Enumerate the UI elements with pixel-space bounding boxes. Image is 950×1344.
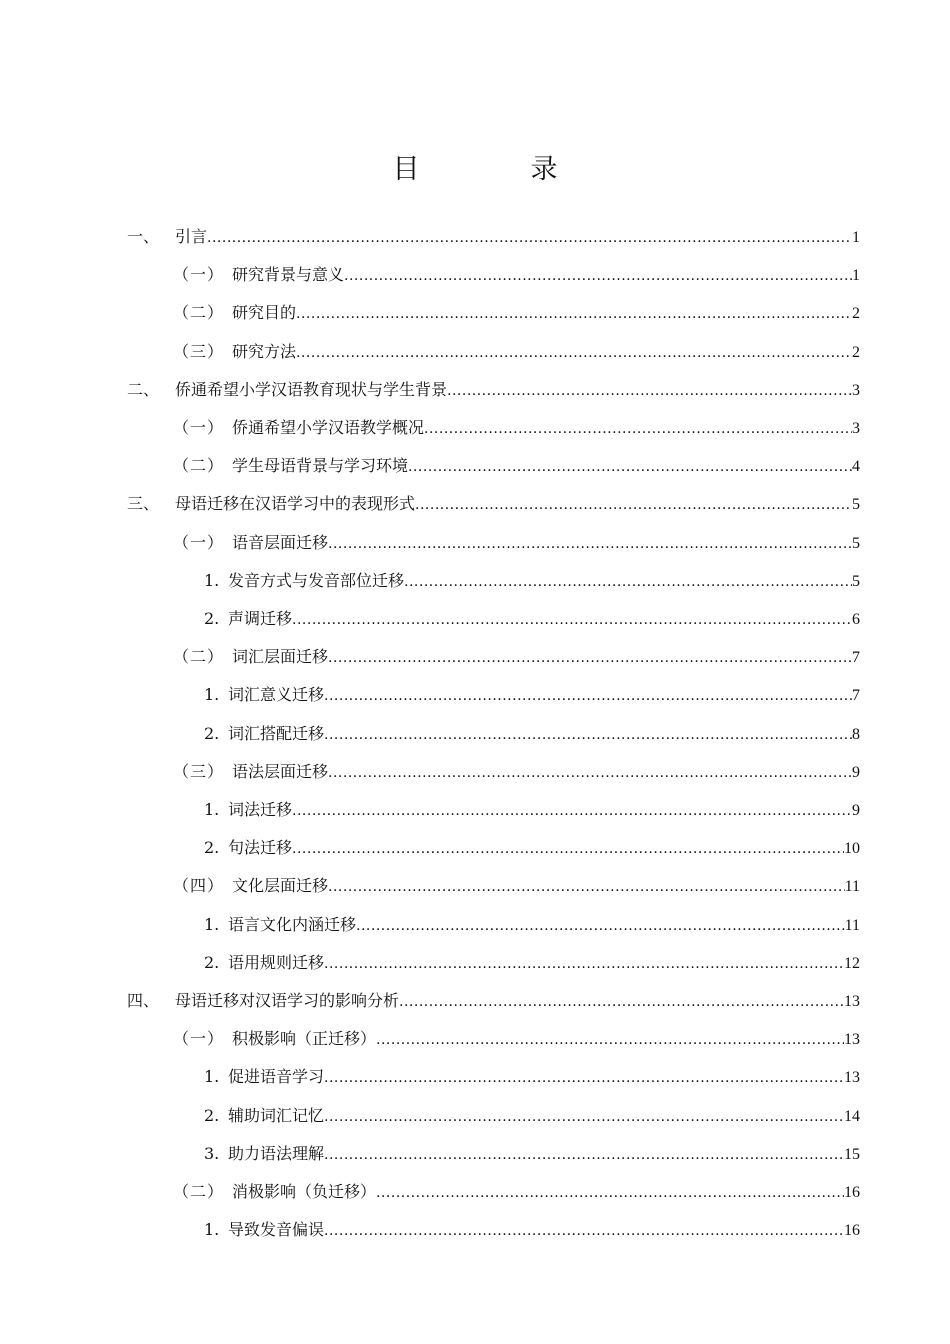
toc-entry-page: 1	[852, 267, 860, 285]
toc-dot-leader	[328, 645, 852, 671]
toc-entry-title: 文化层面迁移	[232, 876, 329, 896]
toc-entry[interactable]	[0, 300, 950, 326]
toc-entry-number: 1.	[204, 1067, 220, 1087]
toc-dot-leader	[292, 798, 852, 824]
toc-entry-page: 3	[852, 420, 860, 437]
toc-entry[interactable]	[0, 950, 950, 976]
toc-dot-leader	[447, 378, 852, 404]
toc-dot-leader	[296, 301, 852, 327]
toc-entry-title: 发音方式与发音部位迁移	[228, 570, 405, 590]
toc-entry-title: 助力语法理解	[228, 1143, 325, 1163]
toc-entry-title: 词汇层面迁移	[232, 647, 329, 667]
toc-entry-title: 语言文化内涵迁移	[228, 914, 357, 934]
toc-entry[interactable]	[0, 1141, 950, 1167]
toc-entry-number: 1.	[204, 1220, 220, 1240]
toc-dot-leader	[324, 722, 852, 748]
toc-entry-page: 11	[844, 878, 860, 896]
toc-dot-leader	[324, 1065, 844, 1091]
toc-entry[interactable]	[0, 1026, 950, 1052]
toc-entry[interactable]	[0, 721, 950, 747]
toc-entry-page: 2	[852, 305, 860, 323]
toc-entry-number: （一）	[173, 532, 225, 552]
toc-entry-page: 15	[844, 1145, 860, 1163]
toc-entry-number: 2.	[204, 952, 220, 972]
toc-entry-page: 16	[844, 1222, 860, 1240]
toc-entry-page: 8	[852, 725, 860, 743]
toc-entry[interactable]	[0, 644, 950, 670]
toc-entry[interactable]	[0, 1179, 950, 1205]
toc-entry[interactable]	[0, 759, 950, 785]
toc-entry-title: 语用规则迁移	[228, 952, 325, 972]
toc-entry-page: 9	[852, 802, 860, 819]
toc-entry-number: （二）	[173, 647, 225, 667]
toc-entry-number: 1.	[204, 914, 220, 934]
toc-entry[interactable]	[0, 682, 950, 708]
toc-entry-page: 5	[852, 534, 860, 552]
toc-dot-leader	[324, 683, 852, 709]
toc-entry-title: 研究目的	[232, 303, 297, 323]
toc-entry-title: 词汇搭配迁移	[228, 723, 325, 743]
toc-entry[interactable]	[0, 988, 950, 1014]
toc-entry-page: 16	[844, 1184, 860, 1201]
toc-entry[interactable]	[0, 797, 950, 823]
toc-entry[interactable]	[0, 1103, 950, 1129]
toc-entry[interactable]	[0, 606, 950, 632]
toc-entry-title: 词汇意义迁移	[228, 685, 325, 705]
toc-entry[interactable]	[0, 415, 950, 441]
toc-entry-page: 3	[852, 381, 860, 399]
toc-entry-number: 二、	[127, 379, 160, 399]
toc-dot-leader	[344, 263, 852, 289]
toc-entry-title: 促进语音学习	[228, 1067, 325, 1087]
toc-entry-page: 7	[852, 649, 860, 667]
toc-dot-leader	[324, 1142, 844, 1168]
toc-entry-title: 母语迁移对汉语学习的影响分析	[175, 991, 400, 1010]
toc-entry-number: 1.	[204, 685, 220, 705]
toc-entry-title: 辅助词汇记忆	[228, 1105, 325, 1125]
toc-entry-number: （三）	[173, 761, 225, 781]
toc-dot-leader	[324, 1218, 844, 1244]
toc-entry-title: 研究方法	[232, 341, 297, 361]
toc-entry-number: 四、	[127, 991, 160, 1010]
toc-dot-leader	[404, 569, 852, 595]
toc-dot-leader	[324, 951, 844, 977]
toc-entry[interactable]	[0, 912, 950, 938]
toc-dot-leader	[376, 1180, 844, 1206]
toc-entry-number: （二）	[173, 303, 225, 323]
toc-entry-title: 学生母语背景与学习环境	[232, 456, 409, 476]
toc-entry-number: （二）	[173, 456, 225, 476]
toc-entry-page: 14	[844, 1107, 860, 1125]
toc-title: 目 录	[392, 154, 600, 185]
toc-entry-number: 三、	[127, 494, 160, 514]
toc-entry-page: 6	[852, 611, 860, 628]
toc-entry-number: （一）	[173, 418, 225, 437]
toc-dot-leader	[415, 492, 852, 518]
toc-dot-leader	[424, 416, 852, 442]
toc-entry-number: 1.	[204, 800, 220, 819]
toc-entry-page: 5	[852, 572, 860, 590]
toc-entry[interactable]	[0, 1217, 950, 1243]
toc-entry-title: 词法迁移	[228, 800, 293, 819]
toc-entry-title: 引言	[175, 227, 208, 246]
toc-entry-number: （四）	[173, 876, 225, 896]
toc-entry[interactable]	[0, 530, 950, 556]
toc-entry-page: 5	[852, 496, 860, 514]
toc-dot-leader	[356, 913, 845, 939]
toc-dot-leader	[328, 531, 852, 557]
toc-entry[interactable]	[0, 224, 950, 250]
toc-entry-title: 导致发音偏误	[228, 1220, 325, 1240]
toc-dot-leader	[324, 1104, 844, 1130]
toc-dot-leader	[328, 760, 852, 786]
toc-entry-number: 一、	[127, 227, 160, 246]
toc-entry[interactable]	[0, 568, 950, 594]
toc-entry-page: 9	[852, 763, 860, 781]
toc-entry[interactable]	[0, 377, 950, 403]
toc-entry-title: 消极影响（负迁移）	[232, 1182, 377, 1201]
toc-dot-leader	[296, 340, 852, 366]
toc-entry-number: 2.	[204, 1105, 220, 1125]
toc-entry-page: 7	[852, 687, 860, 705]
toc-entry[interactable]	[0, 1064, 950, 1090]
toc-entry[interactable]	[0, 491, 950, 517]
toc-entry-page: 13	[844, 1069, 860, 1087]
toc-entry-page: 11	[844, 916, 860, 934]
toc-entry-page: 2	[852, 343, 860, 361]
toc-entry-page: 13	[844, 1031, 860, 1049]
toc-entry-title: 语音层面迁移	[232, 532, 329, 552]
toc-entry-number: 3.	[204, 1143, 220, 1163]
toc-entry-number: （二）	[173, 1182, 225, 1201]
toc-entry-title: 积极影响（正迁移）	[232, 1029, 377, 1049]
toc-entry-number: 2.	[204, 609, 220, 628]
toc-entry-title: 句法迁移	[228, 838, 293, 858]
toc-entry-title: 研究背景与意义	[232, 265, 345, 285]
toc-entry-title: 语法层面迁移	[232, 761, 329, 781]
toc-entry-page: 13	[844, 993, 860, 1010]
toc-entry-number: 2.	[204, 723, 220, 743]
toc-entry[interactable]	[0, 453, 950, 479]
toc-dot-leader	[292, 836, 844, 862]
toc-entry[interactable]	[0, 835, 950, 861]
toc-dot-leader	[408, 454, 852, 480]
toc-entry-page: 1	[852, 229, 860, 246]
toc-entry-title: 侨通希望小学汉语教育现状与学生背景	[175, 379, 448, 399]
toc-dot-leader	[376, 1027, 844, 1053]
toc-entry[interactable]	[0, 262, 950, 288]
toc-entry-page: 4	[852, 458, 860, 476]
toc-entry-number: （三）	[173, 341, 225, 361]
toc-entry-number: （一）	[173, 265, 225, 285]
toc-entry-title: 声调迁移	[228, 609, 293, 628]
toc-entry-number: 1.	[204, 570, 220, 590]
toc-entry[interactable]	[0, 339, 950, 365]
toc-dot-leader	[207, 225, 852, 251]
toc-dot-leader	[328, 874, 845, 900]
toc-entry-number: （一）	[173, 1029, 225, 1049]
toc-dot-leader	[399, 989, 844, 1015]
toc-entry-page: 10	[844, 840, 860, 858]
toc-entry-page: 12	[844, 954, 860, 972]
toc-entry-title: 侨通希望小学汉语教学概况	[232, 418, 425, 437]
toc-entry-title: 母语迁移在汉语学习中的表现形式	[175, 494, 416, 514]
toc-entry[interactable]	[0, 873, 950, 899]
toc-dot-leader	[292, 607, 852, 633]
toc-entry-number: 2.	[204, 838, 220, 858]
